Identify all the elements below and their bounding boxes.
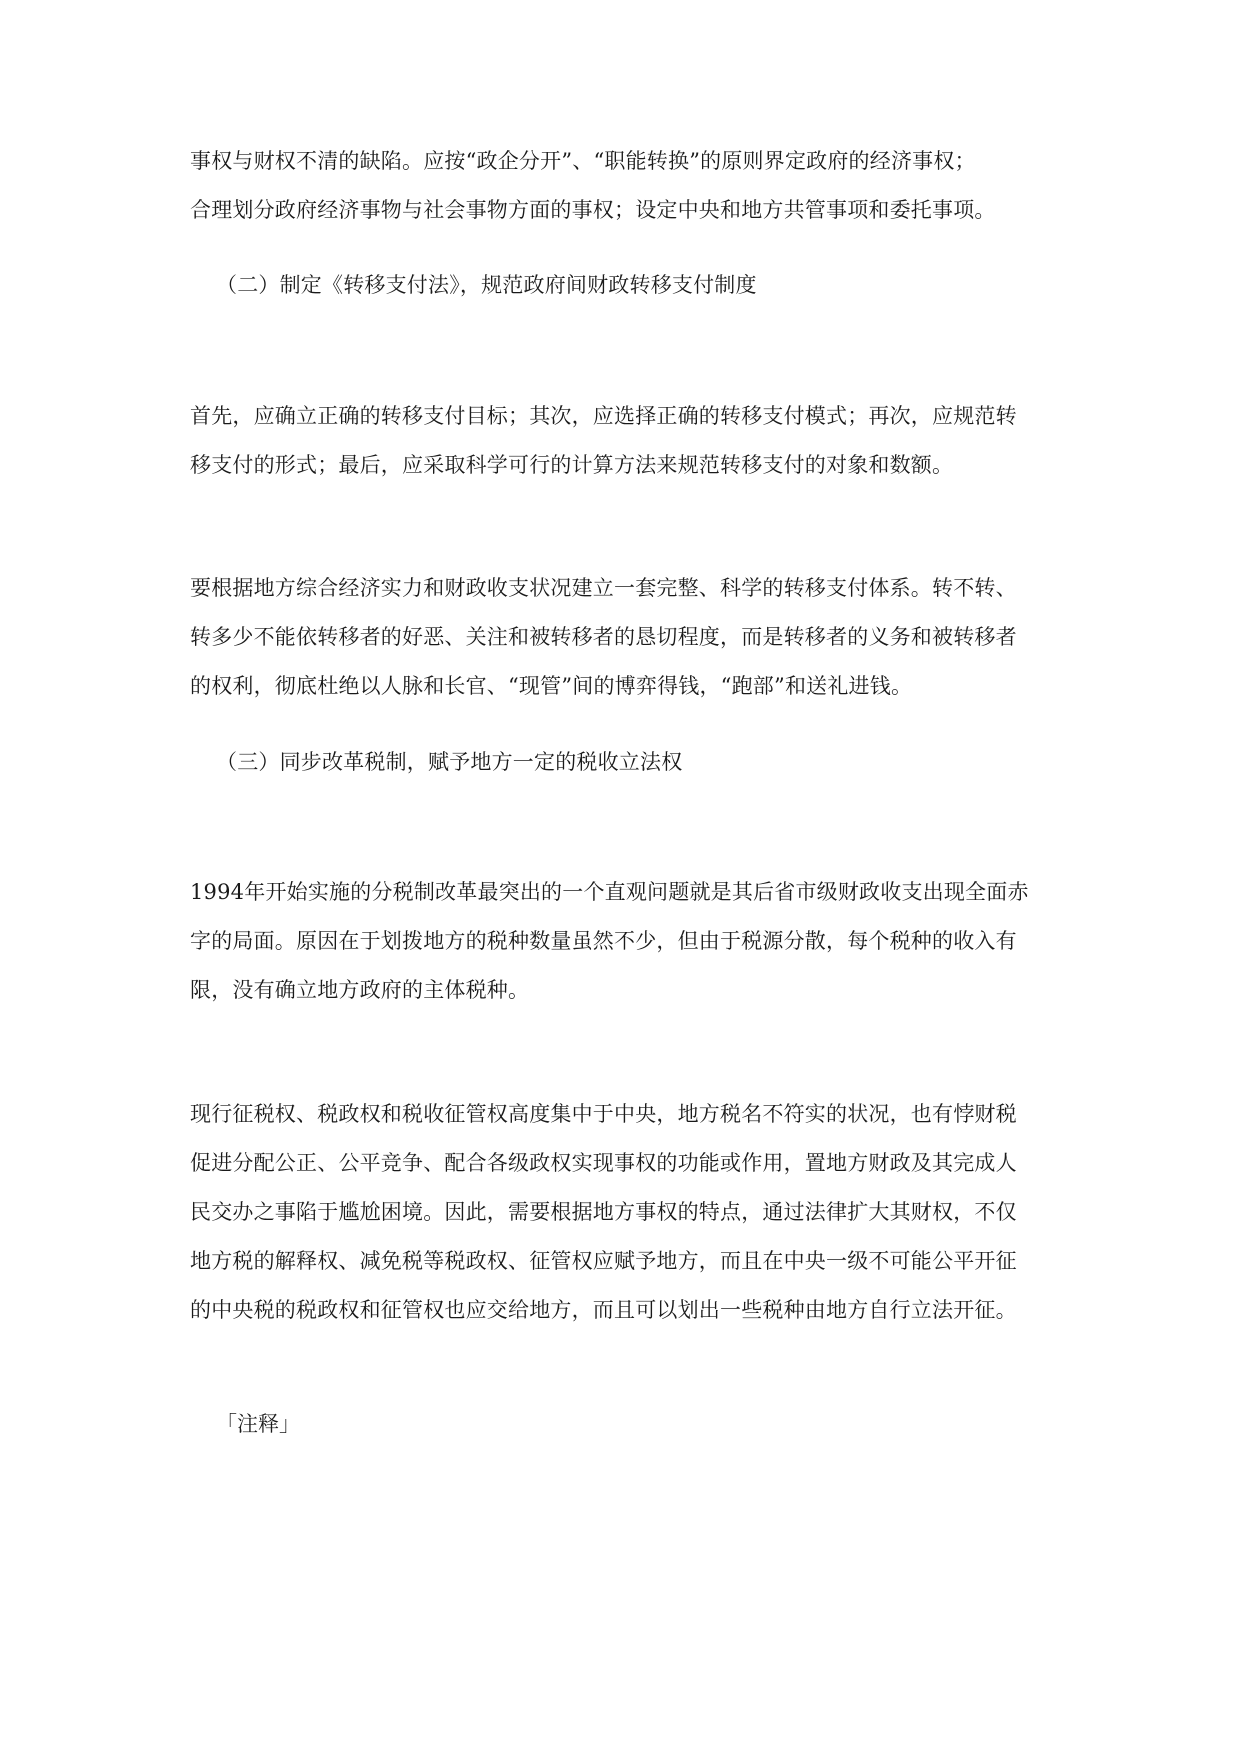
text-line: 的中央税的税政权和征管权也应交给地方，而且可以划出一些税种由地方自行立法开征。 xyxy=(190,1298,1017,1322)
text-line: 移支付的形式；最后，应采取科学可行的计算方法来规范转移支付的对象和数额。 xyxy=(190,453,954,477)
text-line: 限，没有确立地方政府的主体税种。 xyxy=(190,978,530,1002)
section-heading-tax-reform: （三）同步改革税制，赋予地方一定的税收立法权 xyxy=(216,750,683,774)
paragraph-transfer-goals xyxy=(190,392,1050,490)
paragraph-tax-powers xyxy=(190,1090,1050,1335)
text-line: 合理划分政府经济事物与社会事物方面的事权；设定中央和地方共管事项和委托事项。 xyxy=(190,198,996,222)
text-line: 促进分配公正、公平竞争、配合各级政权实现事权的功能或作用，置地方财政及其完成人 xyxy=(190,1151,1017,1175)
text-line: 转多少不能依转移者的好恶、关注和被转移者的恳切程度，而是转移者的义务和被转移者 xyxy=(190,625,1017,649)
notes-heading: 「注释」 xyxy=(216,1412,300,1436)
text-line: 事权与财权不清的缺陷。应按“政企分开”、“职能转换”的原则界定政府的经济事权； xyxy=(190,149,976,173)
paragraph-1994-reform xyxy=(190,868,1050,1015)
text-line: 现行征税权、税政权和税收征管权高度集中于中央，地方税名不符实的状况，也有悖财税 xyxy=(190,1102,1017,1126)
section-heading-transfer-payment-law: （二）制定《转移支付法》，规范政府间财政转移支付制度 xyxy=(216,273,757,297)
paragraph-fiscal-powers xyxy=(190,137,1050,235)
text-line: 首先，应确立正确的转移支付目标；其次，应选择正确的转移支付模式；再次，应规范转 xyxy=(190,404,1017,428)
text-line: 的权利，彻底杜绝以人脉和长官、“现管”间的博弈得钱，“跑部”和送礼进钱。 xyxy=(190,674,913,698)
paragraph-transfer-system xyxy=(190,564,1050,711)
text-line: 1994年开始实施的分税制改革最突出的一个直观问题就是其后省市级财政收支出现全面赤 xyxy=(190,880,1029,904)
text-line: 民交办之事陷于尴尬困境。因此，需要根据地方事权的特点，通过法律扩大其财权，不仅 xyxy=(190,1200,1017,1224)
text-line: 地方税的解释权、减免税等税政权、征管权应赋予地方，而且在中央一级不可能公平开征 xyxy=(190,1249,1017,1273)
text-line: 要根据地方综合经济实力和财政收支状况建立一套完整、科学的转移支付体系。转不转、 xyxy=(190,576,1017,600)
text-line: 字的局面。原因在于划拨地方的税种数量虽然不少，但由于税源分散，每个税种的收入有 xyxy=(190,929,1017,953)
